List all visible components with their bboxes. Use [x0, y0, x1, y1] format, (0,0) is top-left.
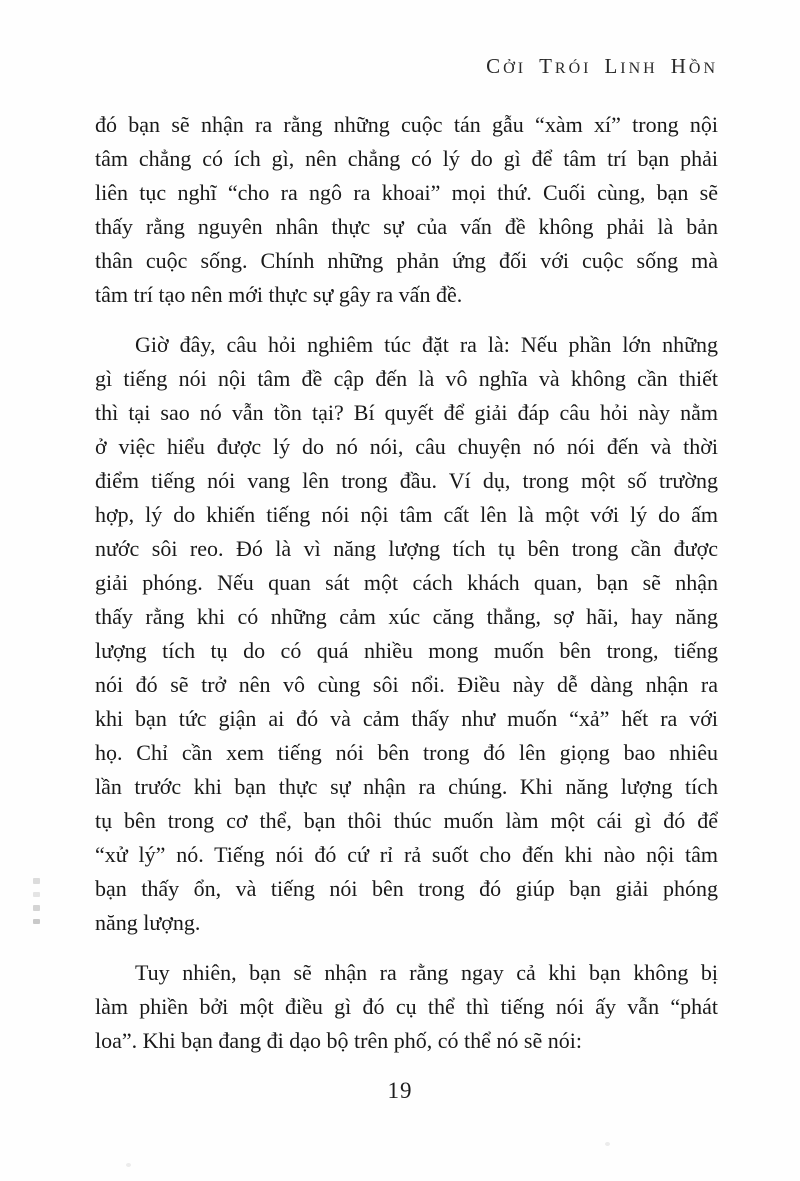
text-line: bạn thấy ổn, và tiếng nói bên trong đó giúp bạn giải phóng — [95, 876, 718, 901]
text-line: nước sôi reo. Đó là vì năng lượng tích tụ bên trong cần được — [95, 536, 718, 561]
text-line: thấy rằng nguyên nhân thực sự của vấn đề không phải là bản — [95, 214, 718, 239]
text-line: thân cuộc sống. Chính những phản ứng đối với cuộc sống mà — [95, 248, 718, 273]
text-line: tụ bên trong cơ thể, bạn thôi thúc muốn làm một cái gì đó để — [95, 808, 718, 833]
text-line: nói đó sẽ trở nên vô cùng sôi nổi. Điều này dễ dàng nhận ra — [95, 672, 718, 697]
text-line: giải phóng. Nếu quan sát một cách khách quan, bạn sẽ nhận — [95, 570, 718, 595]
text-line: họ. Chỉ cần xem tiếng nói bên trong đó lên giọng bao nhiêu — [95, 740, 718, 765]
text-line: lượng tích tụ do có quá nhiều mong muốn bên trong, tiếng — [95, 638, 718, 663]
text-line: Giờ đây, câu hỏi nghiêm túc đặt ra là: Nếu phần lớn những — [135, 332, 718, 357]
scan-speck — [126, 1163, 131, 1167]
text-line: thấy rằng khi có những cảm xúc căng thẳng, sợ hãi, hay năng — [95, 604, 718, 629]
running-header-word: TRÓI — [539, 54, 592, 78]
text-line: thì tại sao nó vẫn tồn tại? Bí quyết để giải đáp câu hỏi này nằm — [95, 400, 718, 425]
paragraph — [95, 956, 718, 1058]
running-header-word: CỞI — [486, 54, 527, 78]
text-line: lần trước khi bạn thực sự nhận ra chúng. Khi năng lượng tích — [95, 774, 718, 799]
text-line: làm phiền bởi một điều gì đó cụ thể thì tiếng nói ấy vẫn “phát — [95, 994, 718, 1019]
running-header-word: LINH — [604, 54, 658, 78]
text-line: loa”. Khi bạn đang đi dạo bộ trên phố, có thể nó sẽ nói: — [95, 1028, 582, 1053]
text-line: “xử lý” nó. Tiếng nói đó cứ rỉ rả suốt cho đến khi nào nội tâm — [95, 842, 718, 867]
running-header — [95, 54, 718, 79]
text-line: tâm trí tạo nên mới thực sự gây ra vấn đề. — [95, 282, 463, 307]
scan-artifact — [33, 878, 41, 968]
running-header-word: HỒN — [670, 54, 718, 78]
text-line: điểm tiếng nói vang lên trong đầu. Ví dụ, trong một số trường — [95, 468, 718, 493]
paragraph — [95, 328, 718, 940]
text-line: khi bạn tức giận ai đó và cảm thấy như muốn “xả” hết ra với — [95, 706, 718, 731]
text-line: năng lượng. — [95, 910, 201, 935]
paragraph — [95, 108, 718, 312]
text-line: ở việc hiểu được lý do nó nói, câu chuyện nó nói đến và thời — [95, 434, 718, 459]
page-number: 19 — [387, 1078, 413, 1103]
body-text — [95, 108, 718, 1074]
text-line: tâm chẳng có ích gì, nên chẳng có lý do gì để tâm trí bạn phải — [95, 146, 718, 171]
text-line: Tuy nhiên, bạn sẽ nhận ra rằng ngay cả khi bạn không bị — [135, 960, 718, 985]
text-line: gì tiếng nói nội tâm đề cập đến là vô nghĩa và không cần thiết — [95, 366, 718, 391]
scan-speck — [605, 1142, 610, 1146]
text-line: hợp, lý do khiến tiếng nói nội tâm cất lên là một với lý do ấm — [95, 502, 718, 527]
text-line: đó bạn sẽ nhận ra rằng những cuộc tán gẫu “xàm xí” trong nội — [95, 112, 718, 137]
text-line: liên tục nghĩ “cho ra ngô ra khoai” mọi thứ. Cuối cùng, bạn sẽ — [95, 180, 718, 205]
